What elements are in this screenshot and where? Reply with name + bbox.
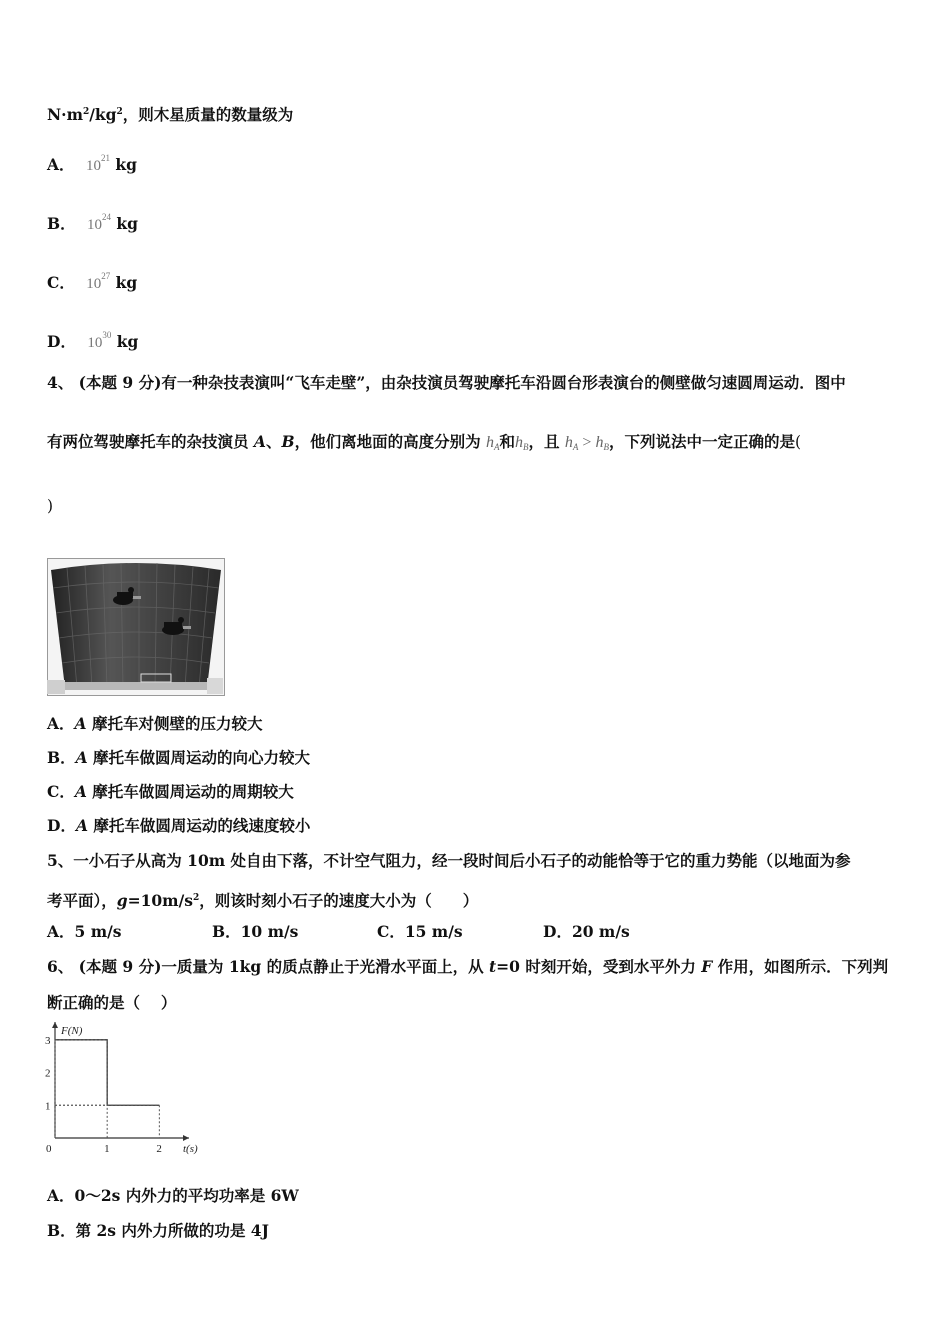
q5-option-a[interactable]: A．5 m/s: [47, 922, 122, 941]
inequality: $h_A > h_B$: [564, 434, 609, 452]
power-expression: $10^{21}$: [85, 153, 110, 174]
y-tick-label: 1: [45, 1100, 51, 1113]
q4-stem-line1: 4、 (本题 9 分)有一种杂技表演叫“飞车走壁”，由杂技演员驾驶摩托车沿圆台形表演台的侧壁做匀速圆周运动．图中: [47, 373, 846, 392]
h-b-symbol: $h_B$: [515, 434, 529, 452]
x-tick-label: 1: [104, 1143, 110, 1155]
chart-marks: [55, 1040, 159, 1138]
q5-stem-line1: 5、一小石子从高为 10m 处自由下落，不计空气阻力，经一段时间后小石子的动能恰等于它的重力势能（以地面为参: [47, 851, 851, 870]
q4-option-d[interactable]: D．A 摩托车做圆周运动的线速度较小: [47, 816, 311, 835]
chart-labels: [45, 1025, 198, 1155]
q5-option-b[interactable]: B．10 m/s: [212, 922, 299, 941]
x-tick-label: 0: [46, 1143, 52, 1155]
q3-tail: $N\cdot m^2/kg^2$，则木星质量的数量级为: [47, 105, 294, 125]
q3-option-c[interactable]: C． $10^{27}$ kg: [47, 271, 138, 292]
x-axis-label: t(s): [183, 1143, 198, 1155]
q6-stem-line2: 断正确的是（ ）: [47, 993, 177, 1012]
q4-option-a[interactable]: A．A 摩托车对侧壁的压力较大: [47, 714, 263, 733]
q6-stem-line1: 6、 (本题 9 分)一质量为 1kg 的质点静止于光滑水平面上，从 t=0 时刻开始，受到水平外力 F 作用，如图所示．下列判: [47, 957, 889, 976]
y-axis-arrow: [52, 1022, 58, 1028]
y-axis-label: F(N): [61, 1025, 83, 1037]
q4-close-paren: ): [47, 497, 54, 515]
q6-option-a[interactable]: A．0～2s 内外力的平均功率是 6W: [47, 1186, 299, 1205]
h-a-symbol: $h_A$: [485, 434, 500, 452]
q4-option-c[interactable]: C．A 摩托车做圆周运动的周期较大: [47, 782, 294, 801]
q3-option-b[interactable]: B． $10^{24}$ kg: [47, 212, 138, 233]
x-axis-arrow: [183, 1135, 189, 1141]
power-expression: $10^{30}$: [87, 330, 112, 351]
q4-option-b[interactable]: B．A 摩托车做圆周运动的向心力较大: [47, 748, 311, 767]
y-tick-label: 3: [45, 1034, 51, 1047]
motorcycle-wall-photo: [47, 558, 225, 696]
q5-option-c[interactable]: C．15 m/s: [377, 922, 463, 941]
power-expression: $10^{27}$: [86, 271, 111, 292]
q5-stem-line2: 考平面），$g=10m/s^2$，则该时刻小石子的速度大小为（ ）: [47, 891, 479, 911]
q6-option-b[interactable]: B．第 2s 内外力所做的功是 4J: [47, 1221, 269, 1240]
power-expression: $10^{24}$: [87, 212, 112, 233]
force-time-chart: [38, 1020, 198, 1160]
y-tick-label: 2: [45, 1067, 51, 1080]
x-tick-label: 2: [156, 1143, 162, 1155]
q5-option-d[interactable]: D．20 m/s: [543, 922, 630, 941]
q4-stem-line2: 有两位驾驶摩托车的杂技演员 A、B，他们离地面的高度分别为 $h_A$和$h_B$，且 $h_A > h_B$，下列说法中一定正确的是(: [47, 432, 802, 452]
q3-option-d[interactable]: D． $10^{30}$ kg: [47, 330, 139, 351]
q3-option-a[interactable]: A． $10^{21}$ kg: [47, 153, 137, 174]
